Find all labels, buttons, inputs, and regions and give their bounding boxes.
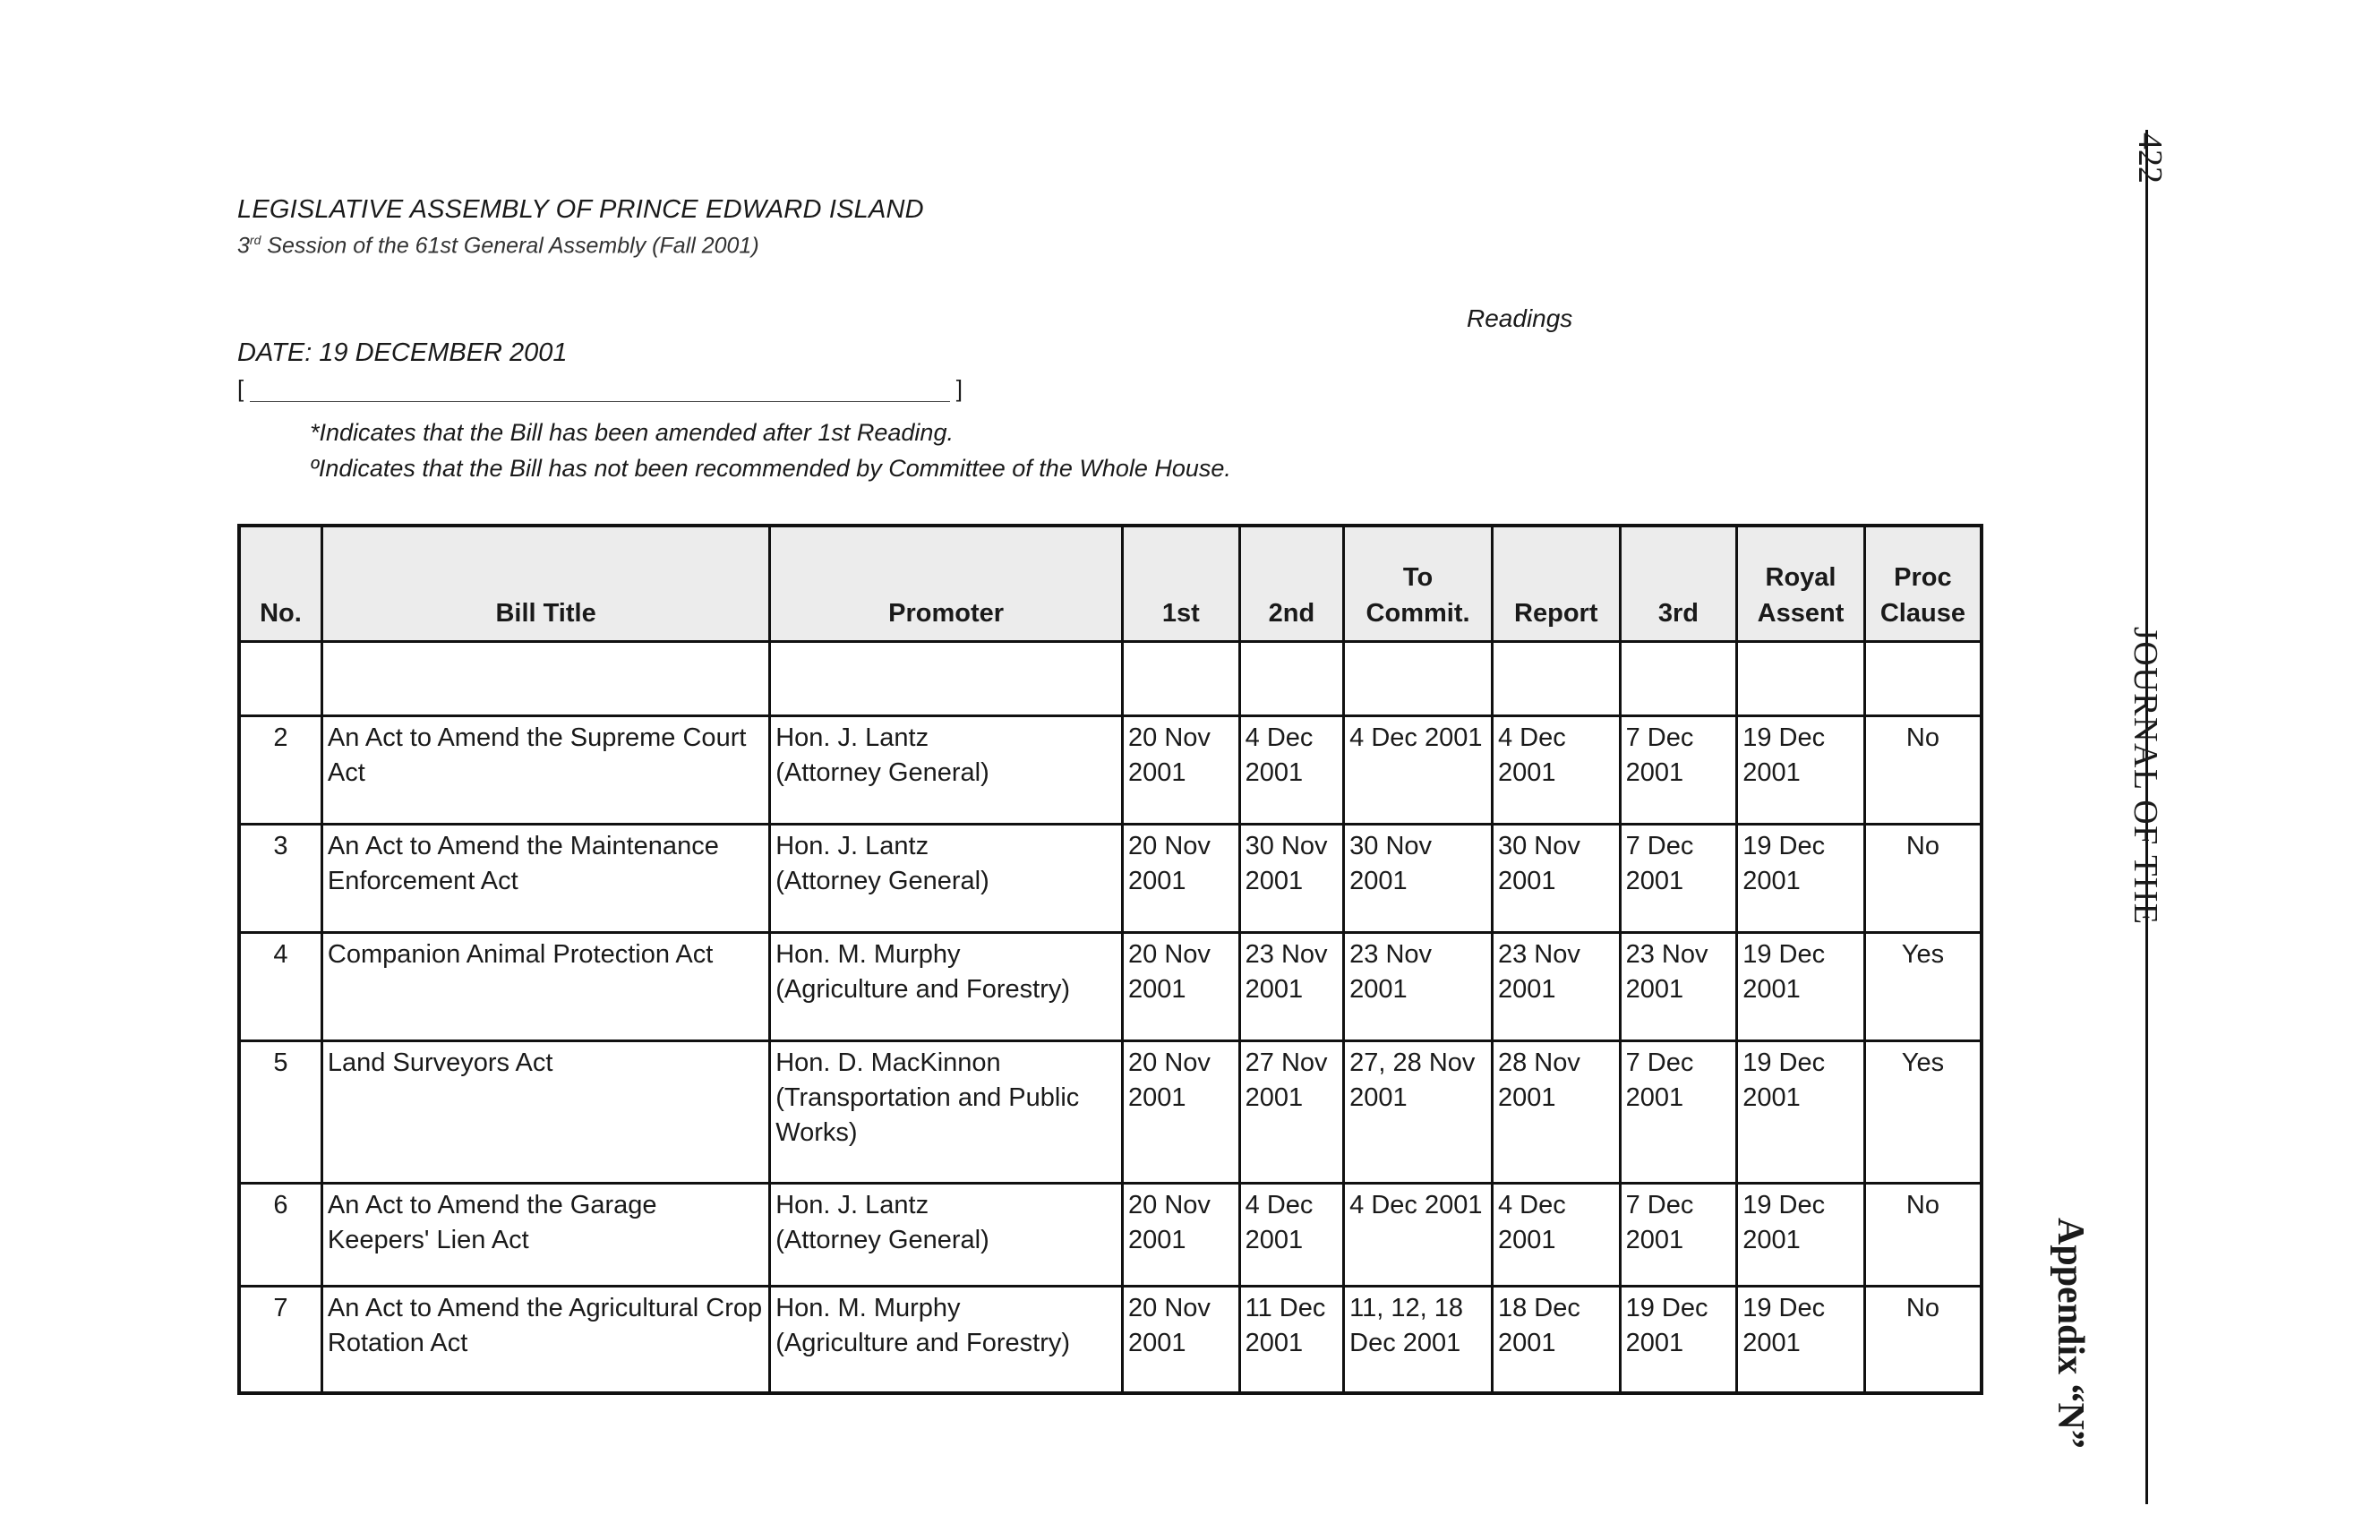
cell-report: 4 Dec 2001	[1492, 1184, 1620, 1287]
blank-cell	[770, 642, 1123, 716]
cell-first-reading: 20 Nov 2001	[1123, 716, 1240, 825]
promoter-portfolio: (Agriculture and Forestry)	[775, 975, 1071, 1004]
cell-royal-assent: 19 Dec 2001	[1737, 1184, 1865, 1287]
cell-proc-clause: No	[1864, 1287, 1982, 1394]
cell-bill-title: An Act to Amend the Agricultural Crop Rotation Act	[321, 1287, 769, 1394]
header-proc-clause	[1864, 526, 1982, 642]
bracket-open: [	[237, 375, 244, 402]
note-not-recommended: ºIndicates that the Bill has not been recommended by Committee of the Whole House.	[310, 455, 1231, 482]
header-to-commit-line1: To	[1402, 563, 1434, 592]
note-amended: *Indicates that the Bill has been amended after 1st Reading.	[310, 419, 954, 446]
cell-to-commit: 30 Nov 2001	[1344, 825, 1493, 933]
promoter-name: Hon. J. Lantz	[775, 1191, 929, 1219]
cell-no: 5	[239, 1041, 321, 1184]
blank-cell	[1492, 642, 1620, 716]
session-line	[237, 233, 759, 259]
header-royal-assent-line2: Assent	[1757, 599, 1845, 628]
cell-royal-assent: 19 Dec 2001	[1737, 825, 1865, 933]
promoter-portfolio: (Attorney General)	[775, 867, 989, 895]
journal-running-head: JOURNAL OF THE	[2127, 627, 2164, 926]
cell-no: 7	[239, 1287, 321, 1394]
table-row	[239, 825, 1982, 933]
header-third: 3rd	[1620, 526, 1737, 642]
cell-promoter	[770, 933, 1123, 1041]
cell-bill-title: An Act to Amend the Garage Keepers' Lien Act	[321, 1184, 769, 1287]
cell-third-reading: 7 Dec 2001	[1620, 825, 1737, 933]
promoter-portfolio: (Transportation and Public Works)	[775, 1083, 1080, 1147]
cell-second-reading: 4 Dec 2001	[1239, 1184, 1344, 1287]
header-bill-title: Bill Title	[321, 526, 769, 642]
header-promoter: Promoter	[770, 526, 1123, 642]
cell-promoter	[770, 825, 1123, 933]
cell-bill-title: Companion Animal Protection Act	[321, 933, 769, 1041]
table-header-row	[239, 526, 1982, 642]
cell-to-commit: 11, 12, 18 Dec 2001	[1344, 1287, 1493, 1394]
cell-no: 4	[239, 933, 321, 1041]
promoter-name: Hon. J. Lantz	[775, 832, 929, 860]
promoter-portfolio: (Agriculture and Forestry)	[775, 1329, 1071, 1357]
cell-promoter	[770, 716, 1123, 825]
cell-first-reading: 20 Nov 2001	[1123, 825, 1240, 933]
session-rest: Session of the 61st General Assembly (Fall 2001)	[261, 233, 759, 259]
table-row	[239, 716, 1982, 825]
cell-third-reading: 7 Dec 2001	[1620, 1184, 1737, 1287]
cell-proc-clause: Yes	[1864, 1041, 1982, 1184]
cell-third-reading: 19 Dec 2001	[1620, 1287, 1737, 1394]
cell-proc-clause: No	[1864, 825, 1982, 933]
cell-proc-clause: No	[1864, 1184, 1982, 1287]
cell-promoter	[770, 1184, 1123, 1287]
header-proc-clause-line2: Clause	[1879, 599, 1965, 628]
promoter-name: Hon. D. MacKinnon	[775, 1048, 1001, 1077]
header-no: No.	[239, 526, 321, 642]
cell-to-commit: 4 Dec 2001	[1344, 716, 1493, 825]
cell-promoter	[770, 1287, 1123, 1394]
cell-second-reading: 27 Nov 2001	[1239, 1041, 1344, 1184]
header-to-commit-line2: Commit.	[1366, 599, 1470, 628]
blank-bracket-line	[237, 375, 963, 402]
cell-to-commit: 23 Nov 2001	[1344, 933, 1493, 1041]
promoter-name: Hon. J. Lantz	[775, 723, 929, 752]
header-royal-assent	[1737, 526, 1865, 642]
blank-cell	[1737, 642, 1865, 716]
session-ordinal: 3	[237, 233, 250, 259]
header-to-commit	[1344, 526, 1493, 642]
cell-to-commit: 4 Dec 2001	[1344, 1184, 1493, 1287]
assembly-title: LEGISLATIVE ASSEMBLY OF PRINCE EDWARD ISLAND	[237, 195, 924, 224]
underline-rule	[250, 401, 950, 402]
cell-bill-title: Land Surveyors Act	[321, 1041, 769, 1184]
cell-report: 18 Dec 2001	[1492, 1287, 1620, 1394]
header-royal-assent-line1: Royal	[1765, 563, 1836, 592]
cell-royal-assent: 19 Dec 2001	[1737, 1041, 1865, 1184]
cell-to-commit: 27, 28 Nov 2001	[1344, 1041, 1493, 1184]
cell-royal-assent: 19 Dec 2001	[1737, 1287, 1865, 1394]
table-row	[239, 1184, 1982, 1287]
date-line: DATE: 19 DECEMBER 2001	[237, 338, 568, 367]
cell-first-reading: 20 Nov 2001	[1123, 933, 1240, 1041]
table-row	[239, 1041, 1982, 1184]
cell-second-reading: 4 Dec 2001	[1239, 716, 1344, 825]
cell-third-reading: 7 Dec 2001	[1620, 1041, 1737, 1184]
cell-third-reading: 23 Nov 2001	[1620, 933, 1737, 1041]
readings-label: Readings	[1467, 304, 1573, 332]
blank-cell	[239, 642, 321, 716]
cell-second-reading: 23 Nov 2001	[1239, 933, 1344, 1041]
cell-report: 23 Nov 2001	[1492, 933, 1620, 1041]
cell-report: 30 Nov 2001	[1492, 825, 1620, 933]
blank-cell	[1344, 642, 1493, 716]
cell-first-reading: 20 Nov 2001	[1123, 1287, 1240, 1394]
promoter-portfolio: (Attorney General)	[775, 758, 989, 787]
promoter-name: Hon. M. Murphy	[775, 1294, 961, 1322]
cell-no: 6	[239, 1184, 321, 1287]
blank-cell	[1620, 642, 1737, 716]
header-first: 1st	[1123, 526, 1240, 642]
cell-proc-clause: Yes	[1864, 933, 1982, 1041]
table-row	[239, 933, 1982, 1041]
session-suffix: rd	[249, 233, 261, 247]
cell-second-reading: 30 Nov 2001	[1239, 825, 1344, 933]
promoter-name: Hon. M. Murphy	[775, 940, 961, 969]
blank-cell	[1123, 642, 1240, 716]
blank-cell	[321, 642, 769, 716]
bills-table	[237, 524, 1983, 1395]
blank-row	[239, 642, 1982, 716]
cell-third-reading: 7 Dec 2001	[1620, 716, 1737, 825]
header-report: Report	[1492, 526, 1620, 642]
cell-first-reading: 20 Nov 2001	[1123, 1041, 1240, 1184]
cell-promoter	[770, 1041, 1123, 1184]
promoter-portfolio: (Attorney General)	[775, 1226, 989, 1254]
cell-no: 3	[239, 825, 321, 933]
cell-no: 2	[239, 716, 321, 825]
appendix-label: Appendix “N”	[2050, 1218, 2091, 1449]
blank-cell	[1239, 642, 1344, 716]
cell-second-reading: 11 Dec 2001	[1239, 1287, 1344, 1394]
cell-royal-assent: 19 Dec 2001	[1737, 933, 1865, 1041]
table-row	[239, 1287, 1982, 1394]
page-number: 422	[2131, 133, 2169, 184]
bracket-close: ]	[955, 375, 963, 402]
header-proc-clause-line1: Proc	[1894, 563, 1952, 592]
blank-cell	[1864, 642, 1982, 716]
cell-bill-title: An Act to Amend the Maintenance Enforcement Act	[321, 825, 769, 933]
cell-proc-clause: No	[1864, 716, 1982, 825]
cell-bill-title: An Act to Amend the Supreme Court Act	[321, 716, 769, 825]
header-second: 2nd	[1239, 526, 1344, 642]
cell-first-reading: 20 Nov 2001	[1123, 1184, 1240, 1287]
cell-royal-assent: 19 Dec 2001	[1737, 716, 1865, 825]
cell-report: 28 Nov 2001	[1492, 1041, 1620, 1184]
cell-report: 4 Dec 2001	[1492, 716, 1620, 825]
